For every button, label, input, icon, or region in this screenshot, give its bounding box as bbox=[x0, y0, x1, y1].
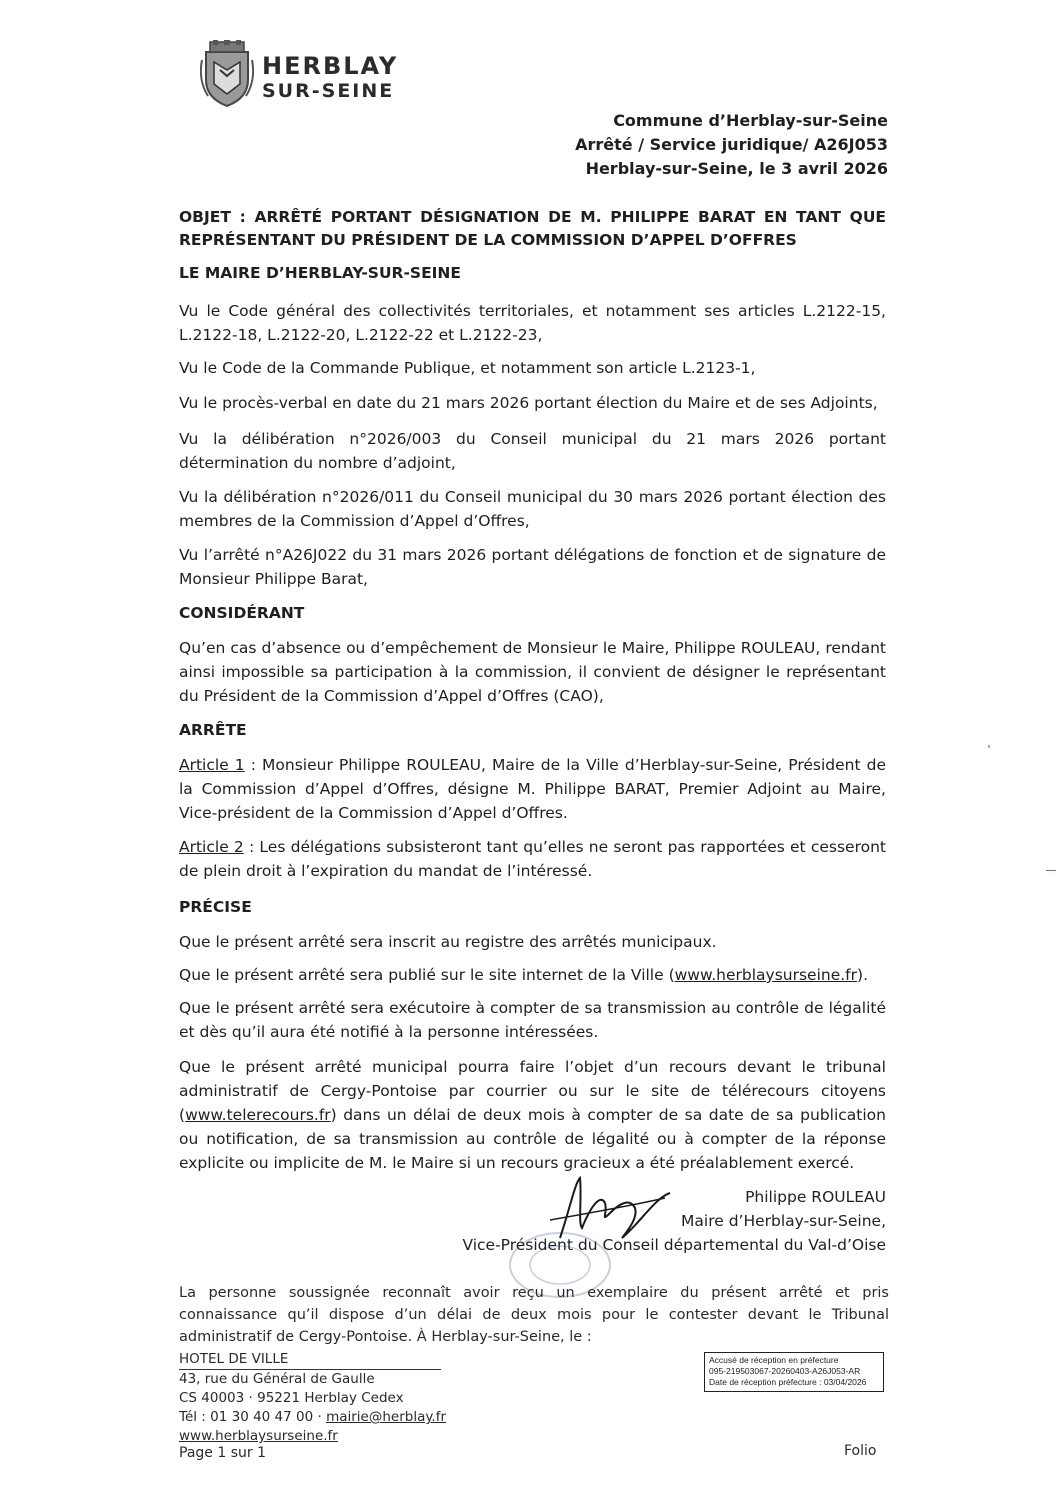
prefecture-receipt-box bbox=[704, 1352, 884, 1392]
place-and-date: Herblay-sur-Seine, le 3 avril 2026 bbox=[585, 159, 888, 178]
article-2-label: Article 2 bbox=[179, 838, 244, 856]
acknowledgement-text: La personne soussignée reconnaît avoir reçu un exemplaire du présent arrêté et pris connaissance qu’il dispose d’un délai de deux mois pour le contester devant le Tribunal administratif de Cergy-Pontoise. À Herblay-sur-Seine, le : bbox=[179, 1285, 889, 1345]
visa-item: Vu la délibération n°2026/011 du Conseil municipal du 30 mars 2026 portant élection des membres de la Commission d’Appel d’Offres, bbox=[179, 488, 886, 530]
signatory-name: Philippe ROULEAU bbox=[745, 1188, 886, 1206]
article-2-text: : Les délégations subsisteront tant qu’elles ne seront pas rapportées et cesseront de plein droit à l’expiration du mandat de l’intéressé. bbox=[179, 838, 886, 880]
considerant-title: CONSIDÉRANT bbox=[179, 604, 305, 622]
article-1 bbox=[179, 753, 886, 825]
scan-dot bbox=[988, 745, 990, 748]
city-crest-logo bbox=[200, 40, 254, 108]
arrete-title: ARRÊTE bbox=[179, 721, 247, 739]
footer-contact bbox=[179, 1408, 446, 1427]
footer-address-line-1: 43, rue du Général de Gaulle bbox=[179, 1371, 375, 1387]
precise-item: Que le présent arrêté sera publié sur le site internet de la Ville (www.herblaysurseine.fr). bbox=[179, 966, 868, 984]
footer-website-link[interactable]: www.herblaysurseine.fr bbox=[179, 1428, 338, 1444]
logo-name-line2: SUR-SEINE bbox=[262, 80, 395, 102]
receipt-line-1: Accusé de réception en préfecture bbox=[709, 1355, 839, 1365]
considerant-text: Qu’en cas d’absence ou d’empêchement de Monsieur le Maire, Philippe ROULEAU, rendant ainsi impossible sa participation à la commission, il convient de désigner le représentant du Président de la Commission d’Appel d’Offres (CAO), bbox=[179, 639, 886, 705]
article-1-text: : Monsieur Philippe ROULEAU, Maire de la Ville d’Herblay-sur-Seine, Président de la Commission d’Appel d’Offres, désigne M. Philippe BARAT, Premier Adjoint au Maire, Vice-président de la Commission d’Appel d’Offres. bbox=[179, 756, 886, 822]
footer-address bbox=[179, 1350, 446, 1446]
logo-name-line1: HERBLAY bbox=[262, 52, 399, 80]
footer-phone: Tél : 01 30 40 47 00 · bbox=[179, 1409, 322, 1425]
signatory-role-2: Vice-Président du Conseil départemental du Val-d’Oise bbox=[462, 1236, 886, 1254]
maire-title: LE MAIRE D’HERBLAY-SUR-SEINE bbox=[179, 264, 461, 282]
footer-email-link[interactable]: mairie@herblay.fr bbox=[326, 1409, 447, 1425]
visa-item: Vu le Code de la Commande Publique, et notamment son article L.2123-1, bbox=[179, 359, 756, 377]
receipt-line-2: 095-219503067-20260403-A26J053-AR bbox=[709, 1366, 861, 1376]
article-2 bbox=[179, 835, 886, 883]
website-link[interactable]: www.herblaysurseine.fr bbox=[674, 966, 858, 984]
document-header bbox=[575, 109, 888, 181]
signatory-role-1: Maire d’Herblay-sur-Seine, bbox=[681, 1212, 886, 1230]
document-subject: OBJET : ARRÊTÉ PORTANT DÉSIGNATION DE M. PHILIPPE BARAT EN TANT QUE REPRÉSENTANT DU PRÉSIDENT DE LA COMMISSION D’APPEL D’OFFRES bbox=[179, 208, 886, 249]
visa-item: Vu le procès-verbal en date du 21 mars 2026 portant élection du Maire et de ses Adjoints, bbox=[179, 394, 878, 412]
precise-item: Que le présent arrêté sera inscrit au registre des arrêtés municipaux. bbox=[179, 933, 717, 951]
visa-item: Vu l’arrêté n°A26J022 du 31 mars 2026 portant délégations de fonction et de signature de Monsieur Philippe Barat, bbox=[179, 546, 886, 588]
signatory-block bbox=[462, 1185, 886, 1257]
page-number: Page 1 sur 1 bbox=[179, 1445, 266, 1461]
footer-hotel: HOTEL DE VILLE bbox=[179, 1350, 441, 1370]
footer-address-line-2: CS 40003 · 95221 Herblay Cedex bbox=[179, 1390, 404, 1406]
precise-title: PRÉCISE bbox=[179, 898, 252, 916]
visa-item: Vu la délibération n°2026/003 du Conseil municipal du 21 mars 2026 portant détermination du nombre d’adjoint, bbox=[179, 430, 886, 472]
precise-item: Que le présent arrêté municipal pourra faire l’objet d’un recours devant le tribunal administratif de Cergy-Pontoise par courrier ou sur le site de télérecours citoyens (www.telerecours.fr) dans un délai de deux mois à compter de sa date de sa publication ou notification, de sa transmission au contrôle de légalité ou à compter de la réponse explicite ou implicite de M. le Maire si un recours gracieux a été préalablement exercé. bbox=[179, 1058, 886, 1172]
precise-item: Que le présent arrêté sera exécutoire à compter de sa transmission au contrôle de légalité et dès qu’il aura été notifié à la personne intéressées. bbox=[179, 999, 886, 1041]
article-1-label: Article 1 bbox=[179, 756, 245, 774]
folio-label: Folio bbox=[844, 1443, 877, 1459]
commune-name: Commune d’Herblay-sur-Seine bbox=[613, 111, 888, 130]
receipt-line-3: Date de réception préfecture : 03/04/2026 bbox=[709, 1377, 867, 1387]
scan-edge-mark bbox=[1046, 870, 1056, 871]
visa-item: Vu le Code général des collectivités territoriales, et notamment ses articles L.2122-15, L.2122-18, L.2122-20, L.2122-22 et L.2122-23, bbox=[179, 302, 886, 344]
document-reference: Arrêté / Service juridique/ A26J053 bbox=[575, 135, 888, 154]
telerecours-link[interactable]: www.telerecours.fr bbox=[185, 1106, 331, 1124]
